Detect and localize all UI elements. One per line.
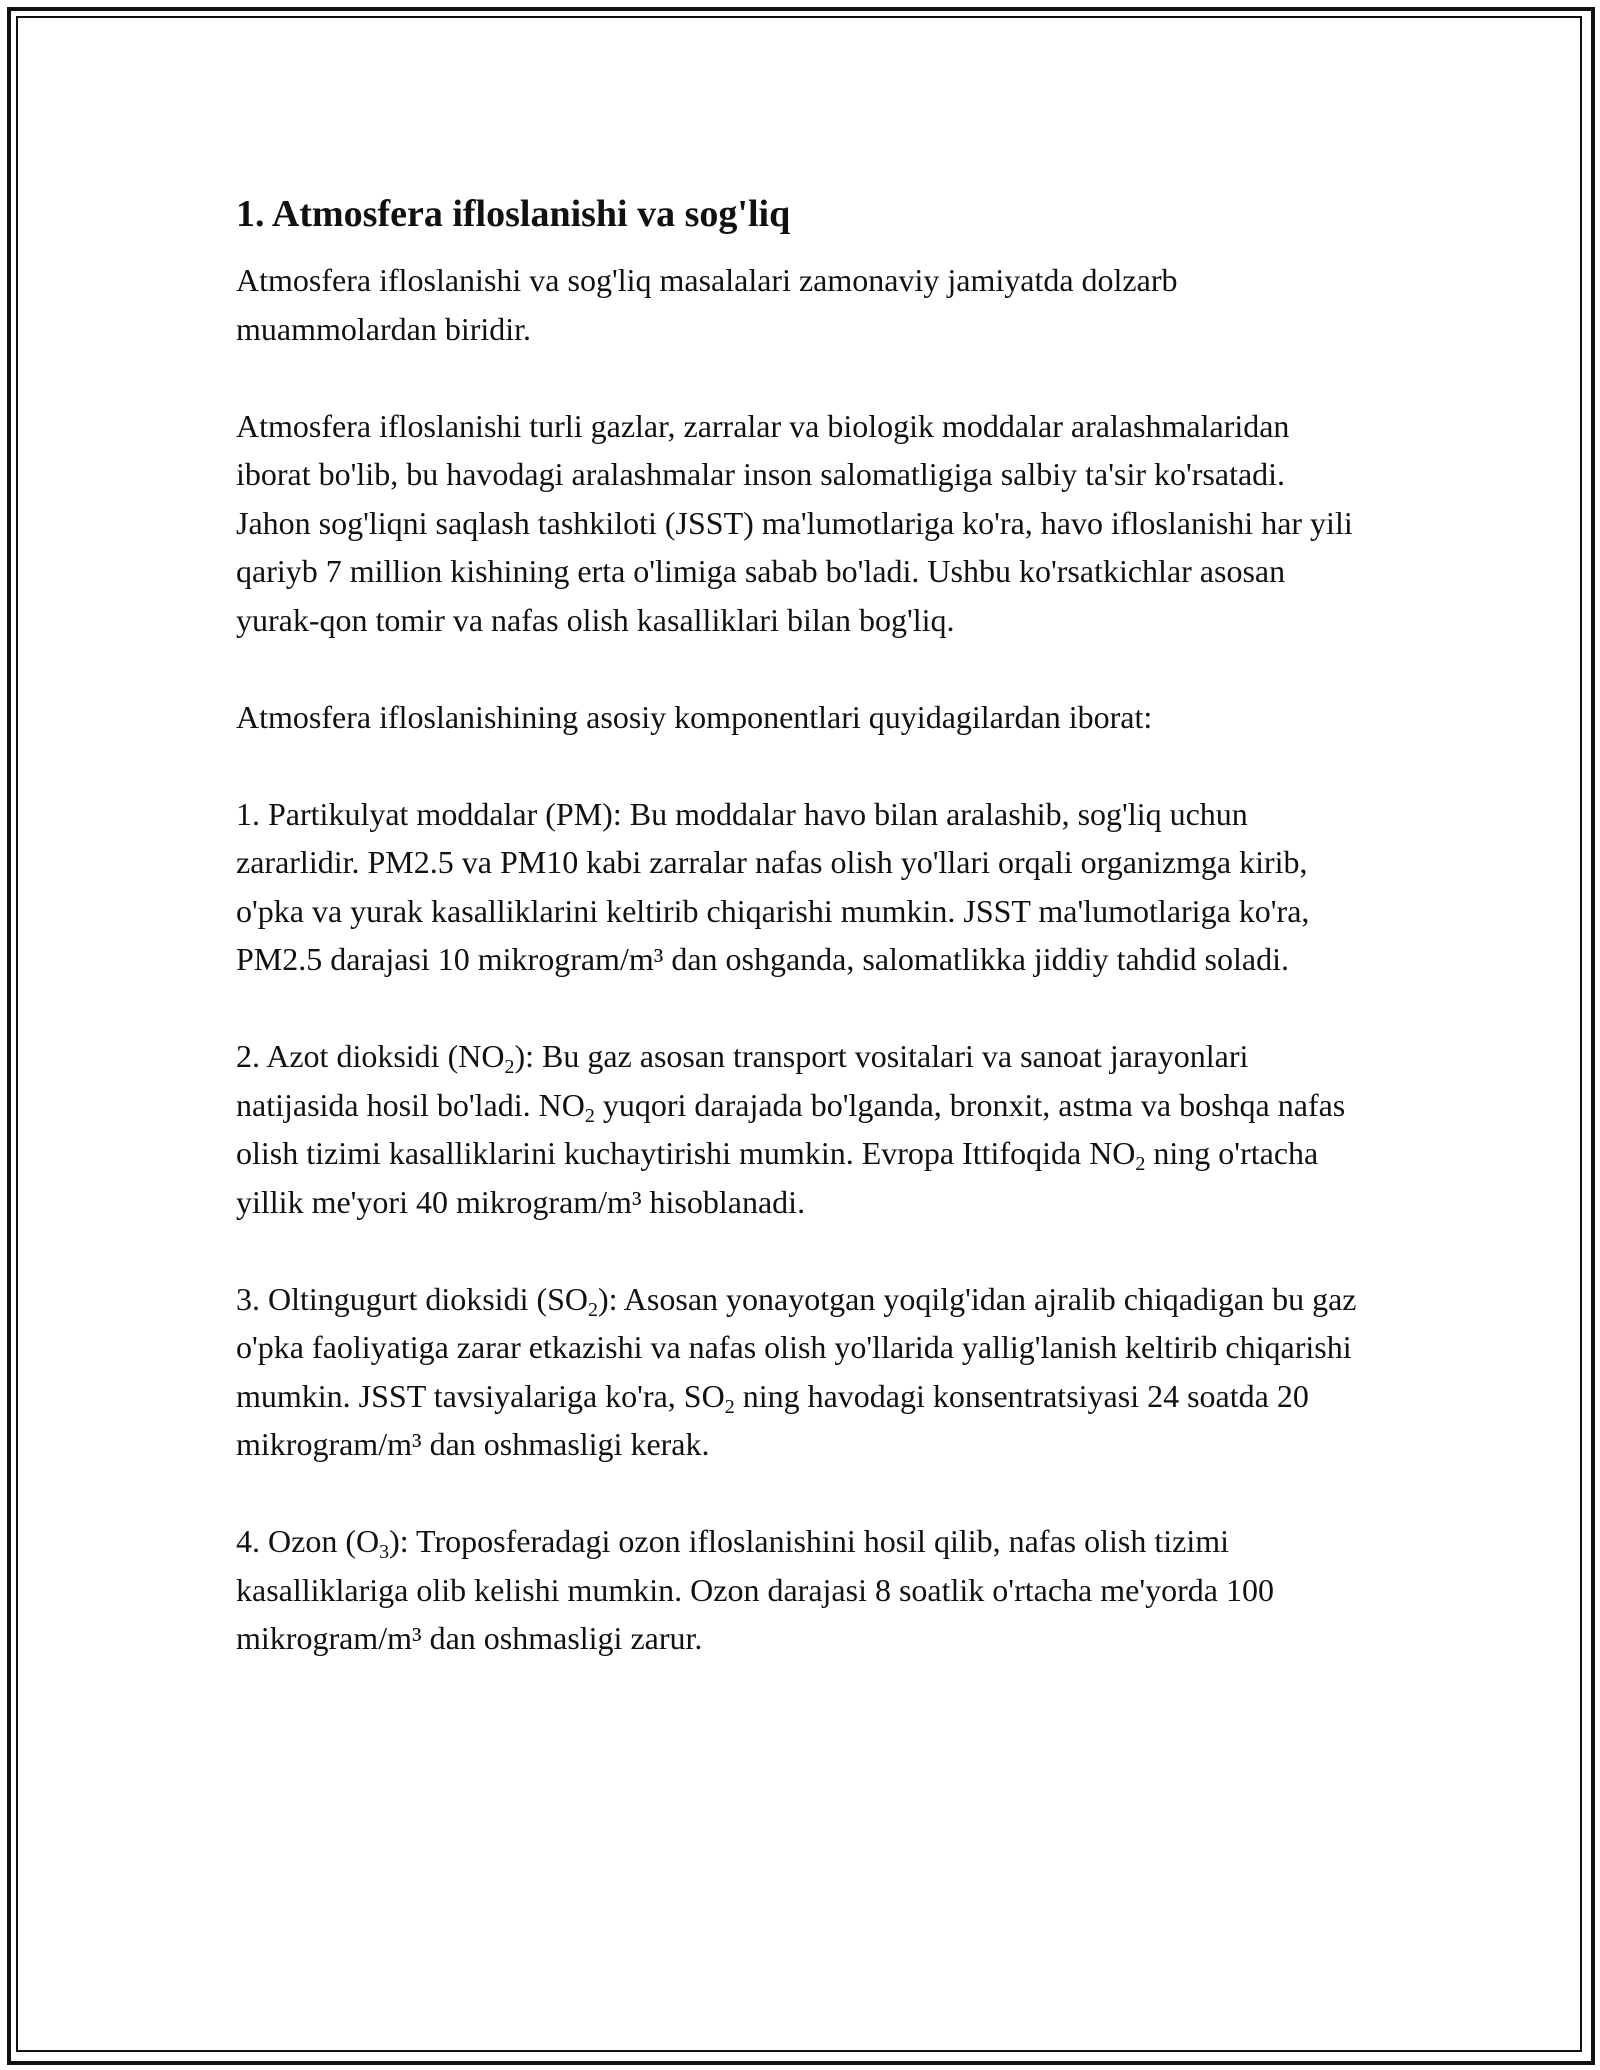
components-intro-paragraph: Atmosfera ifloslanishining asosiy komponentlari quyidagilardan iborat: xyxy=(236,698,1153,735)
o3-paragraph: 4. Ozon $(O_3)$: Troposferadagi ozon ifloslanishini hosil qilib, nafas olish tizimi kasalliklariga olib kelishi mumkin. Ozon darajasi 8 soatlik o'rtacha me'yorda 100 mikrogram/m³ dan oshmasligi zarur. xyxy=(236,1523,1274,1656)
pm-paragraph: 1. Partikulyat moddalar (PM): Bu moddalar havo bilan aralashib, sog'liq uchun zararlidir. PM2.5 va PM10 kabi zarralar nafas olish yo'llari orqali organizmga kirib, o'pka va yurak kasalliklarini keltirib chiqarishi mumkin. JSST ma'lumotlariga ko'ra, PM2.5 darajasi 10 mikrogram/m³ dan oshganda, salomatlikka jiddiy tahdid soladi. xyxy=(236,795,1310,977)
so2-paragraph: 3. Oltingugurt dioksidi $(SO_2)$: Asosan yonayotgan yoqilg'idan ajralib chiqadigan bu gaz o'pka faoliyatiga zarar etkazishi va nafas olish yo'llarida yallig'lanish keltirib chiqarishi mumkin. JSST tavsiyalariga ko'ra, $SO_2$ ning havodagi konsentratsiyasi 24 soatda 20 mikrogram/m³ dan oshmasligi kerak. xyxy=(236,1280,1357,1462)
document-body xyxy=(236,186,1366,1711)
section-title: 1. Atmosfera ifloslanishi va sog'liq xyxy=(236,193,791,235)
overview-paragraph: Atmosfera ifloslanishi turli gazlar, zarralar va biologik moddalar aralashmalaridan iborat bo'lib, bu havodagi aralashmalar inson salomatligiga salbiy ta'sir ko'rsatadi. Jahon sog'liqni saqlash tashkiloti (JSST) ma'lumotlariga ko'ra, havo ifloslanishi har yili qariyb 7 million kishining erta o'limiga sabab bo'ladi. Ushbu ko'rsatkichlar asosan yurak-qon tomir va nafas olish kasalliklari bilan bog'liq. xyxy=(236,407,1353,638)
no2-paragraph: 2. Azot dioksidi $(NO_2)$: Bu gaz asosan transport vositalari va sanoat jarayonlari natijasida hosil bo'ladi. $NO_2$ yuqori darajada bo'lganda, bronxit, astma va boshqa nafas olish tizimi kasalliklarini kuchaytirishi mumkin. Evropa Ittifoqida $NO_2$ ning o'rtacha yillik me'yori 40 mikrogram/m³ hisoblanadi. xyxy=(236,1038,1346,1220)
intro-paragraph: Atmosfera ifloslanishi va sog'liq masalalari zamonaviy jamiyatda dolzarb muammolardan biridir. xyxy=(236,262,1178,347)
